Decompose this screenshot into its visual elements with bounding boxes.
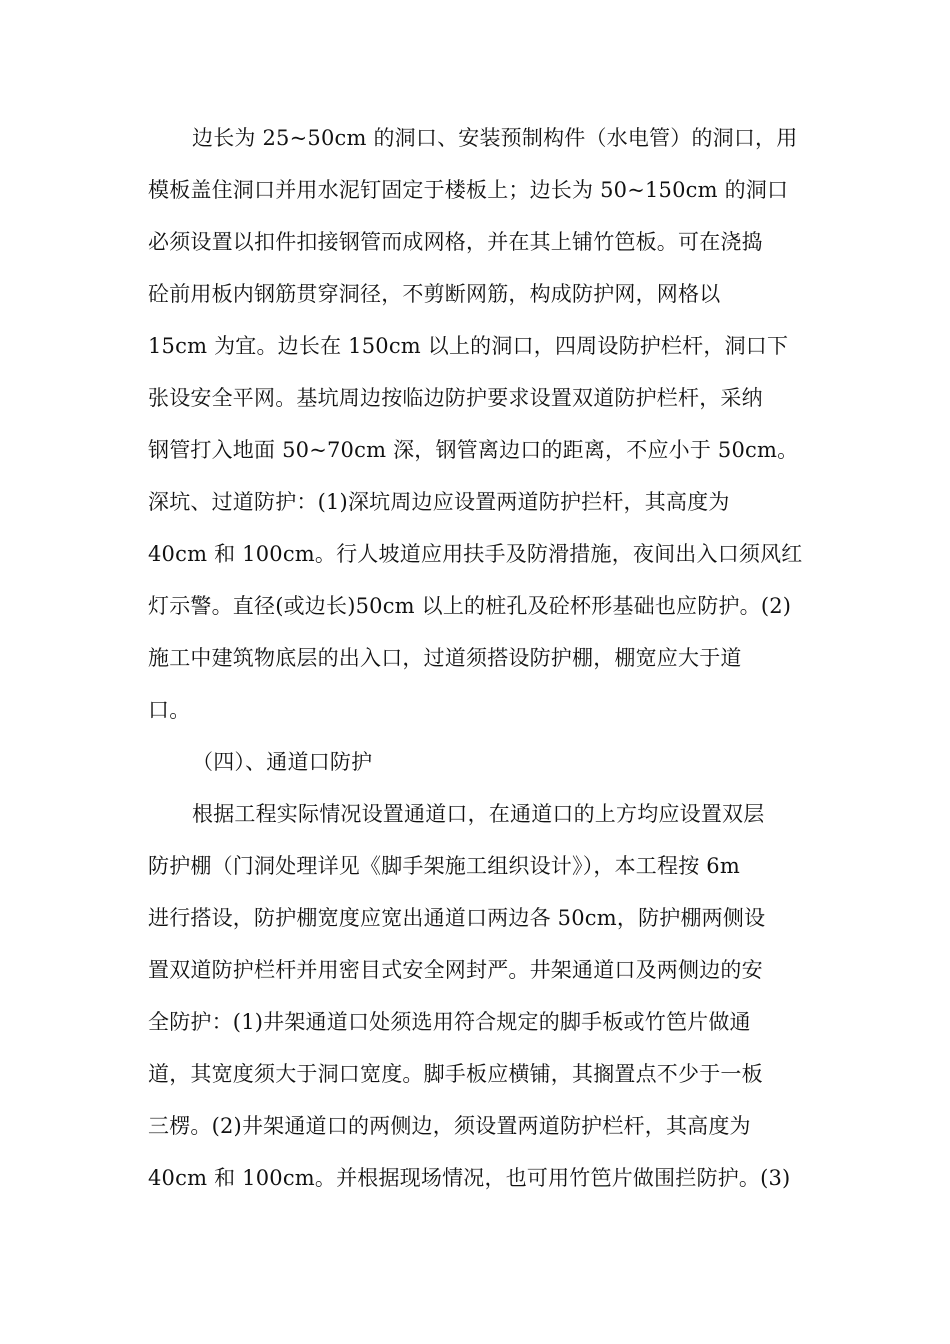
paragraph-line: 砼前用板内钢筋贯穿洞径，不剪断网筋，构成防护网，网格以 [148,282,721,306]
section-heading: （四）、通道口防护 [192,750,373,774]
paragraph-line: 口。 [148,698,191,722]
paragraph-line: 张设安全平网。基坑周边按临边防护要求设置双道防护栏杆，采纳 [148,386,763,410]
paragraph-line: 钢管打入地面 50~70cm 深，钢管离边口的距离，不应小于 50cm。 [148,438,799,462]
paragraph-line: 施工中建筑物底层的出入口，过道须搭设防护棚，棚宽应大于道 [148,646,742,670]
paragraph-line: 根据工程实际情况设置通道口，在通道口的上方均应设置双层 [192,802,765,826]
paragraph-line: 防护棚（门洞处理详见《脚手架施工组织设计》），本工程按 6m [148,854,740,878]
paragraph-line: 40cm 和 100cm。并根据现场情况，也可用竹笆片做围拦防护。(3) [148,1166,791,1190]
paragraph-line: 模板盖住洞口并用水泥钉固定于楼板上；边长为 50~150cm 的洞口 [148,178,789,202]
body-text [148,119,808,1211]
paragraph-line: 边长为 25~50cm 的洞口、安装预制构件（水电管）的洞口，用 [192,126,798,150]
paragraph-line: 置双道防护栏杆并用密目式安全网封严。井架通道口及两侧边的安 [148,958,763,982]
paragraph-line: 进行搭设，防护棚宽度应宽出通道口两边各 50cm，防护棚两侧设 [148,906,766,930]
paragraph-line: 40cm 和 100cm。行人坡道应用扶手及防滑措施，夜间出入口须风红 [148,542,803,566]
paragraph-line: 必须设置以扣件扣接钢管而成网格，并在其上铺竹笆板。可在浇捣 [148,230,763,254]
paragraph-line: 道，其宽度须大于洞口宽度。脚手板应横铺，其搁置点不少于一板 [148,1062,763,1086]
paragraph-line: 深坑、过道防护：(1)深坑周边应设置两道防护拦杆，其高度为 [148,490,730,514]
paragraph-line: 灯示警。直径(或边长)50cm 以上的桩孔及砼杯形基础也应防护。(2) [148,594,792,618]
paragraph-line: 全防护：(1)井架通道口处须选用符合规定的脚手板或竹笆片做通 [148,1010,751,1034]
paragraph-line: 15cm 为宜。边长在 150cm 以上的洞口，四周设防护栏杆，洞口下 [148,334,789,358]
paragraph-line: 三楞。(2)井架通道口的两侧边，须设置两道防护栏杆，其高度为 [148,1114,751,1138]
